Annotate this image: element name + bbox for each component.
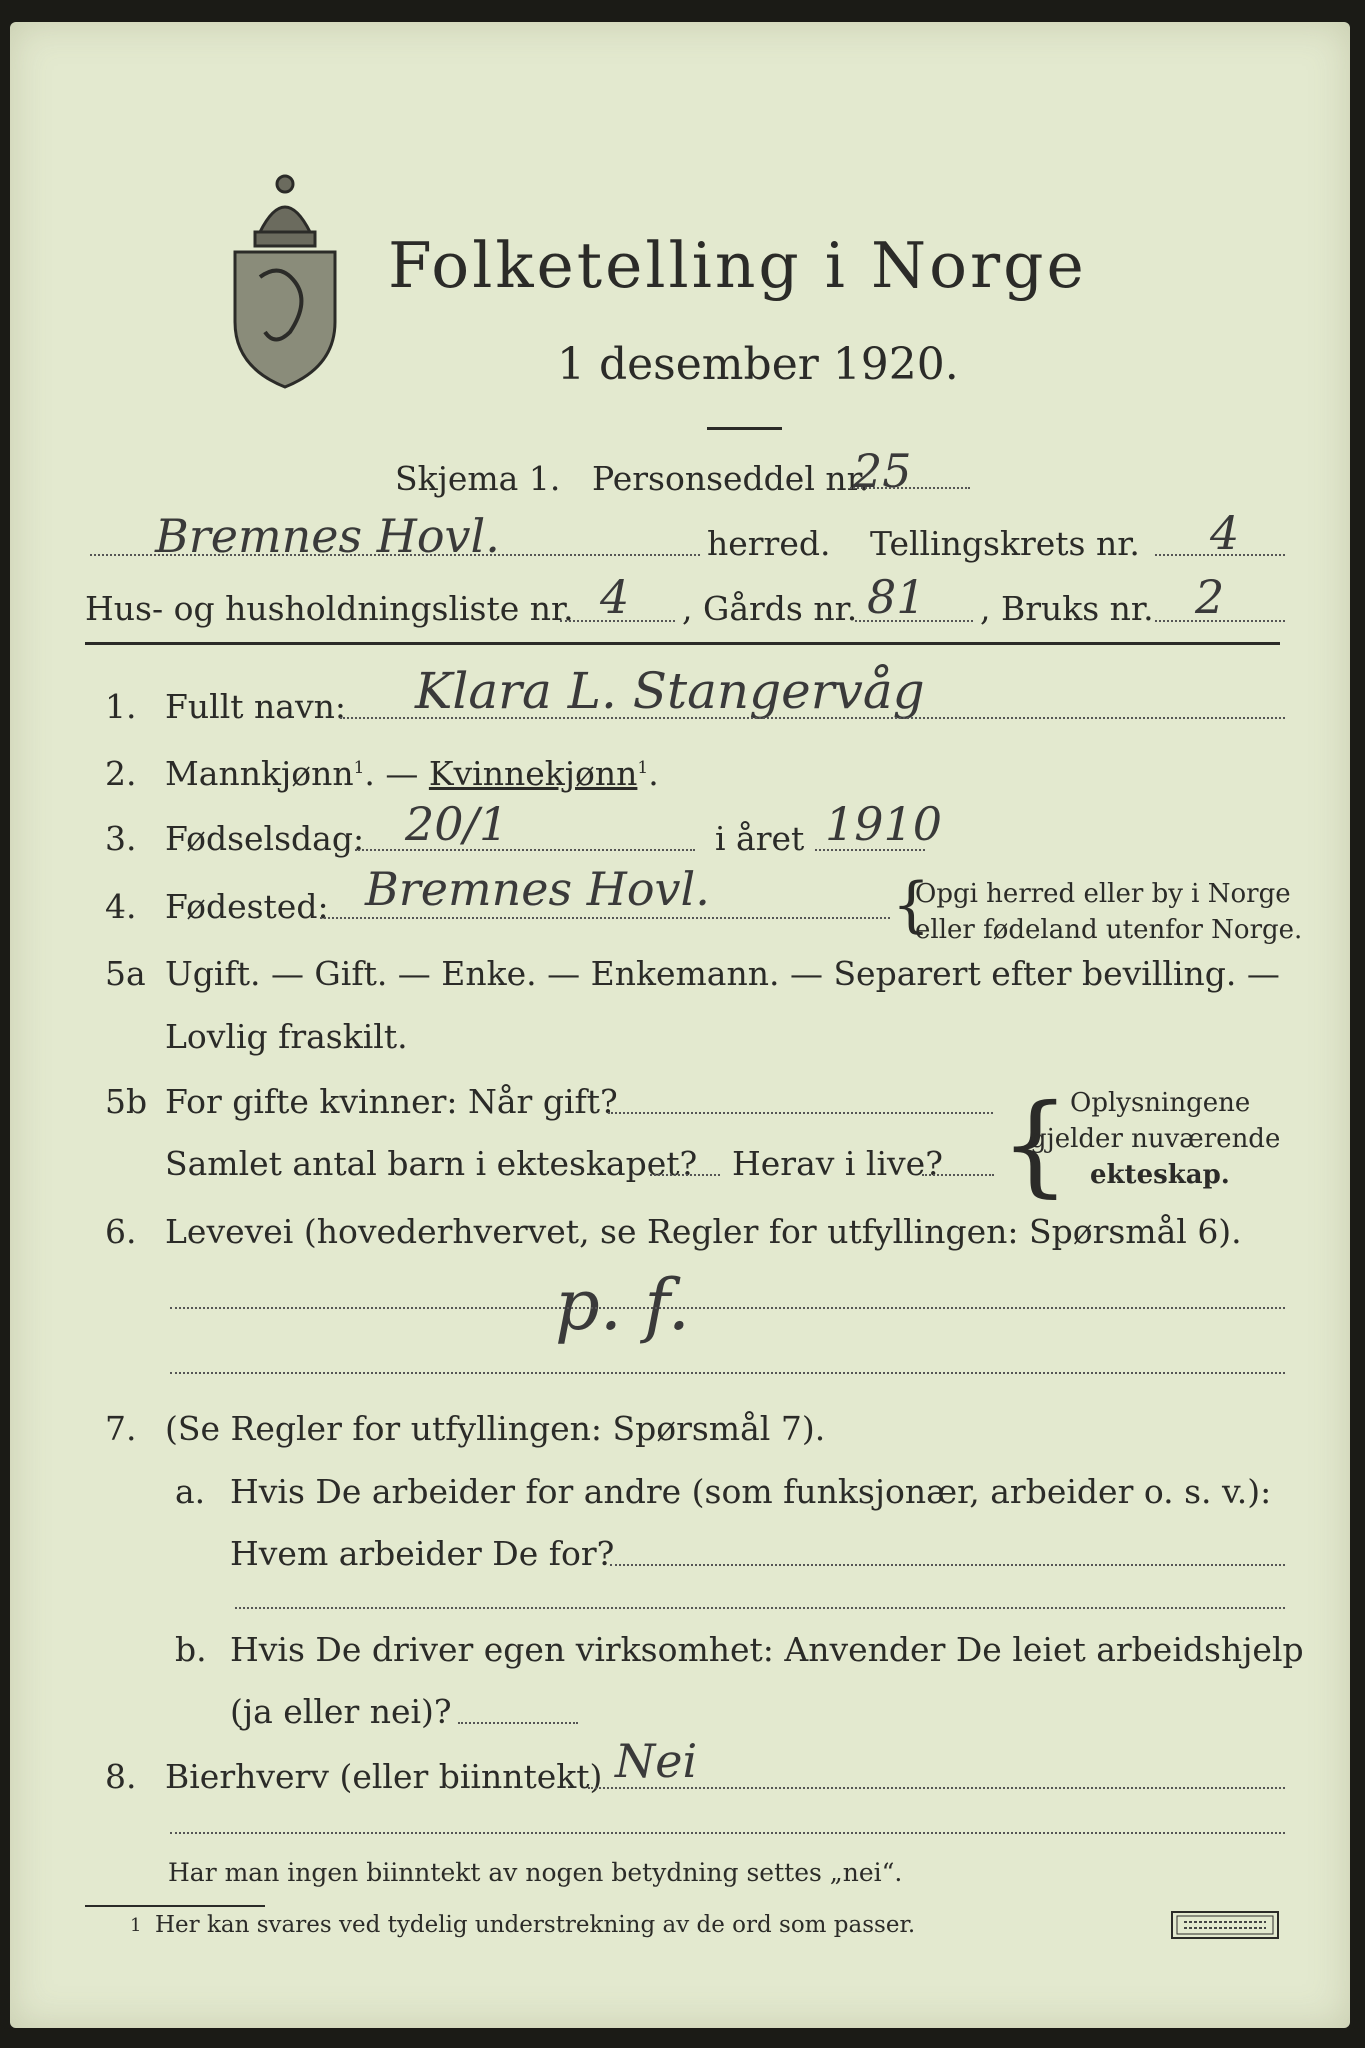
- tellingskrets-label: Tellingskrets nr.: [870, 524, 1140, 563]
- q8-note: Har man ingen biinntekt av nogen betydning settes „nei“.: [168, 1858, 903, 1887]
- census-form-page: [10, 22, 1350, 2028]
- married-note-brace: {: [1000, 1080, 1070, 1208]
- year-label: i året: [715, 819, 805, 858]
- married-question-when: For gifte kvinner: Når gift?: [165, 1082, 618, 1121]
- bruks-label: , Bruks nr.: [980, 589, 1154, 628]
- birthplace-brace: {: [892, 870, 931, 940]
- gards-value: 81: [867, 570, 926, 624]
- married-note-line2: gjelder nuværende: [1030, 1124, 1281, 1154]
- name-label: Fullt navn:: [165, 687, 346, 726]
- birthday-value: 20/1: [405, 797, 509, 851]
- printer-stamp-icon: [1170, 1910, 1280, 1940]
- herred-value: Bremnes Hovl.: [155, 509, 500, 563]
- q7b-question-continued: (ja eller nei)?: [230, 1692, 452, 1731]
- q7a-letter: a.: [175, 1472, 206, 1511]
- bruks-value: 2: [1195, 570, 1225, 624]
- q8-label: Bierhverv (eller biinntekt): [165, 1757, 603, 1796]
- item-number: 3.: [105, 819, 137, 858]
- form-title: Folketelling i Norge: [388, 229, 1087, 302]
- q7b-question: Hvis De driver egen virksomhet: Anvender De leiet arbeidshjelp: [230, 1630, 1304, 1669]
- year-value: 1910: [825, 797, 943, 851]
- birthplace-note-line1: Opgi herred eller by i Norge: [915, 879, 1291, 909]
- married-note-line3: ekteskap.: [1090, 1160, 1230, 1190]
- birthplace-label: Fødested:: [165, 887, 329, 926]
- married-note-line1: Oplysningene: [1070, 1088, 1251, 1118]
- schema-label: Skjema 1.: [395, 459, 561, 498]
- q7a-question: Hvis De arbeider for andre (som funksjonær, arbeider o. s. v.):: [230, 1472, 1272, 1511]
- item-number: 8.: [105, 1757, 137, 1796]
- gards-label: , Gårds nr.: [682, 589, 858, 628]
- footnote-number: 1: [130, 1915, 142, 1936]
- item-number: 1.: [105, 687, 137, 726]
- item-number: 6.: [105, 1212, 137, 1251]
- norway-coat-of-arms-icon: [225, 162, 345, 392]
- header-rule: [85, 642, 1280, 645]
- footnote-rule: [85, 1905, 265, 1907]
- birthday-label: Fødselsdag:: [165, 819, 365, 858]
- sex-end: .: [648, 754, 659, 793]
- occupation-value: p. f.: [555, 1264, 690, 1346]
- item-number: 5b: [105, 1082, 148, 1121]
- title-divider: [707, 427, 782, 430]
- item-number: 7.: [105, 1409, 137, 1448]
- sex-option-male: Mannkjønn: [165, 754, 354, 793]
- sex-option-female: Kvinnekjønn: [428, 754, 638, 793]
- q8-value: Nei: [615, 1734, 698, 1788]
- q7a-question-continued: Hvem arbeider De for?: [230, 1534, 615, 1573]
- sex-options: Mannkjønn$^1$. — Kvinnekjønn$^1$.: [165, 754, 659, 793]
- name-value: Klara L. Stangervåg: [415, 662, 925, 720]
- census-date: 1 desember 1920.: [557, 339, 959, 390]
- tellingskrets-value: 4: [1210, 506, 1240, 560]
- sex-separator: . —: [364, 754, 429, 793]
- footnote-text: Her kan svares ved tydelig understrekning av de ord som passer.: [155, 1912, 916, 1938]
- q7-label: (Se Regler for utfyllingen: Spørsmål 7).: [165, 1409, 826, 1448]
- marital-options-continued: Lovlig fraskilt.: [165, 1017, 408, 1056]
- birthplace-note-line2: eller fødeland utenfor Norge.: [915, 915, 1303, 945]
- married-question-children: Samlet antal barn i ekteskapet?: [165, 1144, 698, 1183]
- personseddel-label: Personseddel nr.: [592, 459, 870, 498]
- married-question-alive: Herav i live?: [732, 1144, 943, 1183]
- personseddel-value: 25: [853, 444, 912, 498]
- item-number: 2.: [105, 754, 137, 793]
- item-number: 4.: [105, 887, 137, 926]
- q7b-letter: b.: [175, 1630, 207, 1669]
- occupation-label: Levevei (hovederhvervet, se Regler for utfyllingen: Spørsmål 6).: [165, 1212, 1242, 1251]
- item-number: 5a: [105, 954, 146, 993]
- husliste-value: 4: [600, 570, 630, 624]
- herred-label: herred.: [707, 524, 831, 563]
- husliste-label: Hus- og husholdningsliste nr.: [85, 589, 574, 628]
- marital-options: Ugift. — Gift. — Enke. — Enkemann. — Separert efter bevilling. —: [165, 954, 1280, 993]
- birthplace-value: Bremnes Hovl.: [365, 862, 710, 916]
